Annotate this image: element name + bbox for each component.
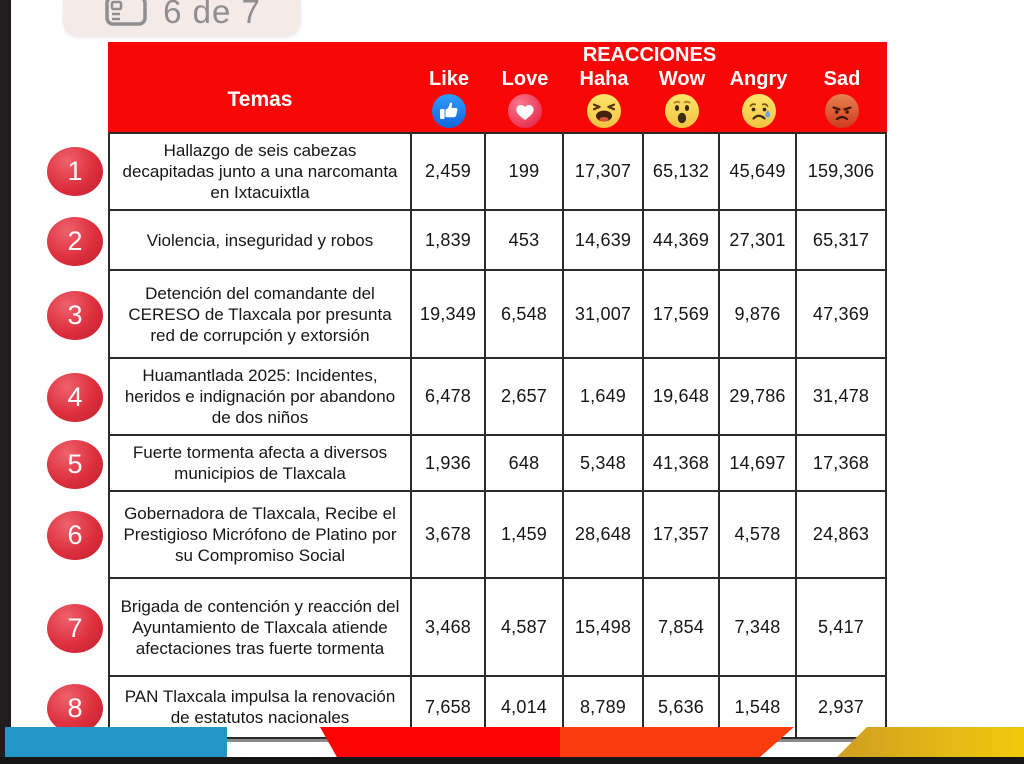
topic-cell: Brigada de contención y reacción del Ayuntamiento de Tlaxcala atiende afectaciones tras fuerte tormenta: [108, 579, 412, 677]
row-number-badge: 3: [47, 291, 103, 340]
row-number-gutter: [42, 211, 108, 271]
footer-blue-bar: [5, 727, 227, 757]
reaction-value-cell: 1,839: [412, 211, 486, 271]
reaction-value-cell: 3,468: [412, 579, 486, 677]
row-number-gutter: [42, 579, 108, 677]
row-number-gutter: [42, 132, 108, 211]
sad-cry-face-icon: [741, 93, 777, 129]
reaction-value-cell: 5,417: [797, 579, 887, 677]
reaction-value-cell: 1,649: [564, 359, 644, 436]
reaction-value-cell: 17,368: [797, 436, 887, 492]
reaction-value-cell: 159,306: [797, 132, 887, 211]
slide-layout-icon: [103, 0, 149, 28]
footer-red-shape: [320, 727, 560, 757]
row-number-gutter: [42, 436, 108, 492]
reaction-value-cell: 19,349: [412, 271, 486, 359]
row-number-badge: 5: [47, 440, 103, 489]
column-label: Sad: [823, 68, 861, 90]
column-label: Angry: [729, 68, 788, 90]
reaction-value-cell: 47,369: [797, 271, 887, 359]
reaction-value-cell: 31,007: [564, 271, 644, 359]
row-number-badge: 4: [47, 373, 103, 422]
reaction-value-cell: 4,578: [720, 492, 797, 579]
reaction-value-cell: 2,937: [797, 677, 887, 739]
reaction-value-cell: 1,459: [486, 492, 564, 579]
row-number-gutter: [42, 492, 108, 579]
footer-gold-shape: [837, 727, 1024, 757]
row-number-badge: 8: [47, 684, 103, 733]
love-heart-icon: [507, 93, 543, 129]
reaction-value-cell: 7,854: [644, 579, 720, 677]
reaction-value-cell: 3,678: [412, 492, 486, 579]
row-number-badge: 7: [47, 604, 103, 653]
topic-cell: Hallazgo de seis cabezas decapitadas junto a una narcomanta en Ixtacuixtla: [108, 132, 412, 211]
reaction-value-cell: 28,648: [564, 492, 644, 579]
table-row: [42, 132, 887, 211]
reaction-value-cell: 15,498: [564, 579, 644, 677]
table-header: [108, 42, 887, 132]
reaction-value-cell: 4,587: [486, 579, 564, 677]
topic-cell: Violencia, inseguridad y robos: [108, 211, 412, 271]
reaction-value-cell: 199: [486, 132, 564, 211]
page-indicator-label: 6 de 7: [163, 0, 261, 30]
column-label: Haha: [579, 68, 629, 90]
reaction-value-cell: 27,301: [720, 211, 797, 271]
row-number-badge: 1: [47, 147, 103, 196]
row-number-badge: 6: [47, 511, 103, 560]
footer-decoration: [0, 727, 1024, 757]
reactions-group-title: REACCIONES: [582, 44, 717, 66]
page-indicator-badge: [63, 0, 301, 37]
table-row: [42, 579, 887, 677]
reaction-value-cell: 24,863: [797, 492, 887, 579]
topic-cell: Gobernadora de Tlaxcala, Recibe el Prestigioso Micrófono de Platino por su Compromiso Social: [108, 492, 412, 579]
row-number-gutter: [42, 271, 108, 359]
column-label: Wow: [658, 68, 706, 90]
table-row: [42, 436, 887, 492]
table-body: [42, 132, 887, 742]
reaction-value-cell: 5,636: [644, 677, 720, 739]
table-row: [42, 359, 887, 436]
reaction-value-cell: 31,478: [797, 359, 887, 436]
table-row: [42, 492, 887, 579]
reaction-value-cell: 17,569: [644, 271, 720, 359]
reaction-value-cell: 648: [486, 436, 564, 492]
reaction-value-cell: 453: [486, 211, 564, 271]
reaction-value-cell: 45,649: [720, 132, 797, 211]
reaction-value-cell: 7,658: [412, 677, 486, 739]
like-thumb-icon: [431, 93, 467, 129]
reaction-value-cell: 19,648: [644, 359, 720, 436]
bottom-edge-strip: [0, 757, 1024, 764]
reaction-value-cell: 29,786: [720, 359, 797, 436]
reaction-value-cell: 8,789: [564, 677, 644, 739]
reaction-value-cell: 41,368: [644, 436, 720, 492]
reaction-value-cell: 7,348: [720, 579, 797, 677]
table-row: [42, 211, 887, 271]
topic-cell: Detención del comandante del CERESO de Tlaxcala por presunta red de corrupción y extorsión: [108, 271, 412, 359]
column-header-wow: [644, 67, 720, 132]
reaction-value-cell: 2,459: [412, 132, 486, 211]
column-header-love: [486, 67, 564, 132]
topics-column-header: Temas: [227, 88, 293, 111]
reaction-value-cell: 65,317: [797, 211, 887, 271]
reaction-value-cell: 17,307: [564, 132, 644, 211]
reaction-value-cell: 6,478: [412, 359, 486, 436]
column-header-sad: [797, 67, 887, 132]
topic-cell: Fuerte tormenta afecta a diversos municipios de Tlaxcala: [108, 436, 412, 492]
topic-cell: PAN Tlaxcala impulsa la renovación de estatutos nacionales: [108, 677, 412, 739]
column-label: Love: [501, 68, 549, 90]
left-edge-strip: [0, 0, 11, 764]
reaction-value-cell: 6,548: [486, 271, 564, 359]
column-header-like: [412, 67, 486, 132]
reactions-table: [42, 42, 887, 742]
reaction-value-cell: 9,876: [720, 271, 797, 359]
reaction-value-cell: 2,657: [486, 359, 564, 436]
reaction-value-cell: 1,936: [412, 436, 486, 492]
reaction-value-cell: 44,369: [644, 211, 720, 271]
reaction-value-cell: 4,014: [486, 677, 564, 739]
row-number-badge: 2: [47, 217, 103, 266]
reaction-value-cell: 65,132: [644, 132, 720, 211]
wow-face-icon: [664, 93, 700, 129]
reaction-value-cell: 5,348: [564, 436, 644, 492]
angry-face-icon: [824, 93, 860, 129]
reaction-value-cell: 14,639: [564, 211, 644, 271]
reaction-value-cell: 14,697: [720, 436, 797, 492]
haha-laugh-icon: [586, 93, 622, 129]
reaction-value-cell: 17,357: [644, 492, 720, 579]
reaction-value-cell: 1,548: [720, 677, 797, 739]
column-header-haha: [564, 67, 644, 132]
column-header-angry: [720, 67, 797, 132]
topic-cell: Huamantlada 2025: Incidentes, heridos e indignación por abandono de dos niños: [108, 359, 412, 436]
reactions-header-group: [412, 42, 887, 132]
column-label: Like: [428, 68, 470, 90]
footer-orange-shape: [560, 727, 794, 757]
table-row: [42, 271, 887, 359]
row-number-gutter: [42, 359, 108, 436]
